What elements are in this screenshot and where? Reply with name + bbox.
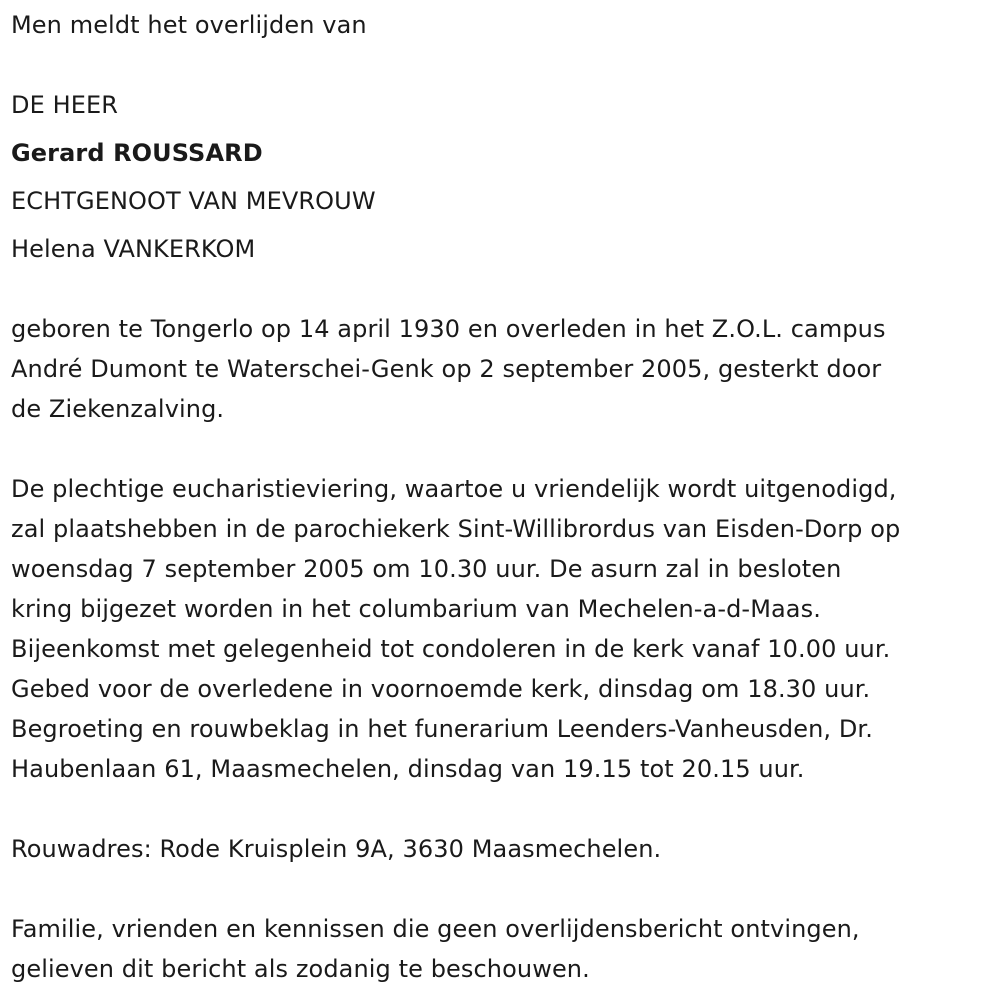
- birth-death-line: André Dumont te Waterschei-Genk op 2 september 2005, gesterkt door: [11, 355, 882, 383]
- ceremony-line: Haubenlaan 61, Maasmechelen, dinsdag van 19.15 tot 20.15 uur.: [11, 755, 805, 783]
- closing-line: Familie, vrienden en kennissen die geen overlijdensbericht ontvingen,: [11, 915, 860, 943]
- ceremony-line: kring bijgezet worden in het columbarium van Mechelen-a-d-Maas.: [11, 595, 821, 623]
- birth-death-line: de Ziekenzalving.: [11, 395, 225, 423]
- ceremony-line: zal plaatshebben in de parochiekerk Sint-Willibrordus van Eisden-Dorp op: [11, 515, 901, 543]
- title-line: DE HEER: [11, 91, 119, 119]
- ceremony-line: woensdag 7 september 2005 om 10.30 uur. De asurn zal in besloten: [11, 555, 842, 583]
- ceremony-line: De plechtige eucharistieviering, waartoe u vriendelijk wordt uitgenodigd,: [11, 475, 897, 503]
- deceased-name: Gerard ROUSSARD: [11, 139, 263, 167]
- birth-death-line: geboren te Tongerlo op 14 april 1930 en overleden in het Z.O.L. campus: [11, 315, 886, 343]
- intro-line: Men meldt het overlijden van: [11, 11, 367, 39]
- address-line: Rouwadres: Rode Kruisplein 9A, 3630 Maasmechelen.: [11, 835, 662, 863]
- ceremony-line: Bijeenkomst met gelegenheid tot condoleren in de kerk vanaf 10.00 uur.: [11, 635, 891, 663]
- ceremony-line: Begroeting en rouwbeklag in het funerarium Leenders-Vanheusden, Dr.: [11, 715, 873, 743]
- closing-line: gelieven dit bericht als zodanig te beschouwen.: [11, 955, 590, 983]
- spouse-name: Helena VANKERKOM: [11, 235, 256, 263]
- relation-line: ECHTGENOOT VAN MEVROUW: [11, 187, 376, 215]
- ceremony-line: Gebed voor de overledene in voornoemde kerk, dinsdag om 18.30 uur.: [11, 675, 871, 703]
